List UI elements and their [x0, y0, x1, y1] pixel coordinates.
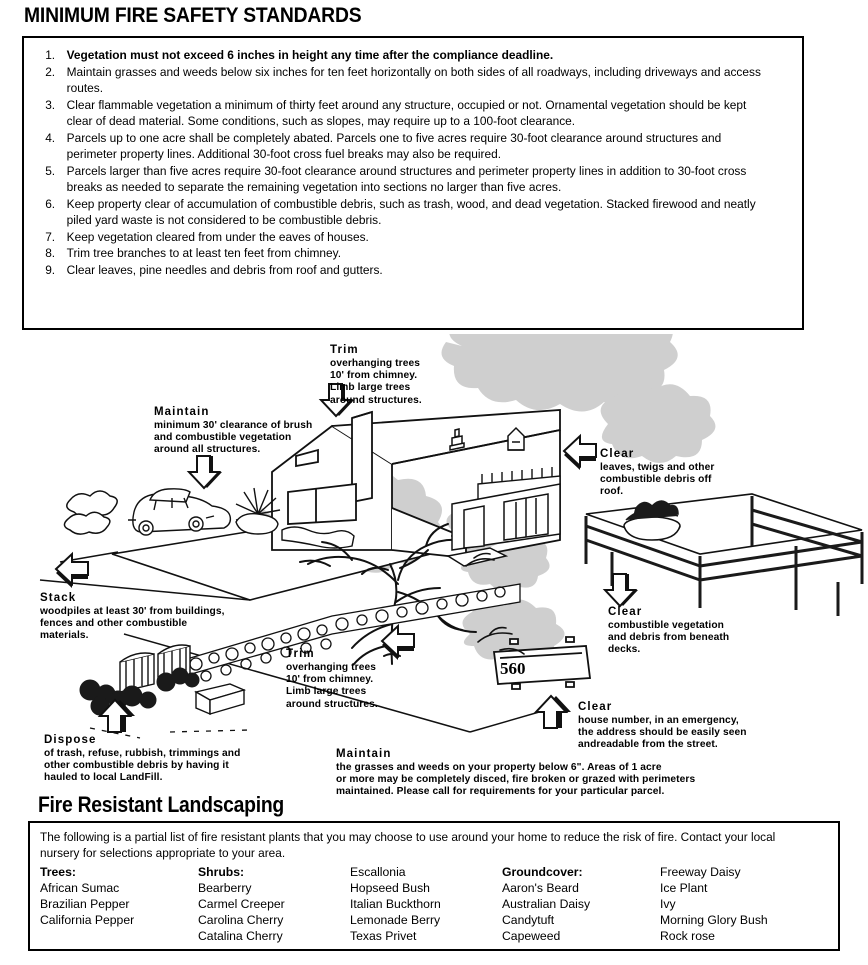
list-item-number: 7. [45, 229, 56, 244]
standards-box [22, 36, 804, 330]
callout-maintain-bottom [336, 748, 695, 799]
plant-columns [40, 865, 828, 945]
plant-item: Italian Buckthorn [350, 897, 441, 912]
callout-clear-house-number [578, 701, 747, 752]
callout-heading: Stack [40, 592, 77, 604]
callout-body: overhanging trees 10' from chimney. Limb large trees around structures. [286, 661, 378, 710]
plant-item: Catalina Cherry [198, 929, 283, 944]
arrow-up-icon [536, 696, 571, 728]
list-item-text: Maintain grasses and weeds below six inches for ten feet horizontally on both sides of all roadways, including driveways and access routes. [66, 64, 761, 95]
list-item-text: Keep property clear of accumulation of combustible debris, such as trash, wood, and dead vegetation. Stacked firewood and neatly piled yard waste is not considered to be combustible debris. [66, 196, 756, 227]
arrow-left-icon [56, 554, 88, 588]
plant-item: Morning Glory Bush [660, 913, 768, 928]
plant-item: Candytuft [502, 913, 555, 928]
plant-item: Aaron's Beard [502, 881, 579, 896]
callout-trim-middle [286, 648, 378, 711]
arrow-down-icon [189, 456, 222, 488]
plant-item: Capeweed [502, 929, 561, 944]
plant-item: Escallonia [350, 865, 406, 880]
plant-column-header: Trees: [40, 865, 76, 880]
callout-heading: Clear [608, 606, 643, 618]
callout-heading: Trim [330, 344, 359, 356]
plant-item: Ice Plant [660, 881, 708, 896]
debris-box [196, 684, 244, 714]
list-item [34, 47, 762, 64]
callout-heading: Trim [286, 648, 315, 660]
callout-body: house number, in an emergency, the address should be easily seen andreadable from the street. [578, 714, 747, 751]
plant-item: Bearberry [198, 881, 252, 896]
plant-column-shrubs [198, 865, 350, 945]
callout-maintain-left [154, 406, 312, 457]
callout-body: minimum 30' clearance of brush and combustible vegetation around all structures. [154, 419, 313, 456]
callout-body: the grasses and weeds on your property below 6". Areas of 1 acre or more may be completely disced, fire broken or grazed with perimeters maintained. Please call for requirements for your particular parcel. [336, 761, 696, 798]
plant-item: Freeway Daisy [660, 865, 741, 880]
callout-heading: Maintain [336, 748, 392, 760]
list-item-text: Keep vegetation cleared from under the eaves of houses. [66, 229, 369, 244]
list-item [34, 196, 762, 229]
callout-heading: Clear [578, 701, 613, 713]
callout-clear-deck [608, 606, 729, 657]
plant-item: Carmel Creeper [198, 897, 285, 912]
landscaping-title: Fire Resistant Landscaping [38, 792, 284, 817]
barbecue [624, 501, 680, 540]
plant-column-header: Shrubs: [198, 865, 245, 880]
plant-column-groundcover-continued [660, 865, 820, 945]
list-item-number: 1. [45, 48, 56, 62]
landscaping-intro-line: The following is a partial list of fire resistant plants that you may choose to use around your home to reduce the risk of fire. Contact your local [40, 830, 776, 844]
list-item [34, 64, 762, 97]
list-item-number: 2. [45, 64, 56, 79]
standards-list [24, 38, 802, 278]
callout-body: of trash, refuse, rubbish, trimmings and other combustible debris by having it hauled to local LandFill. [44, 747, 241, 784]
list-item-text: Parcels up to one acre shall be completely abated. Parcels one to five acres require 30-foot clearance around structures and perimeter property lines. Additional 30-foot cross fuel breaks may also be required. [66, 130, 722, 161]
callout-body: leaves, twigs and other combustible debris off roof. [600, 461, 715, 498]
defensible-space-illustration [0, 334, 868, 800]
list-item-number: 6. [45, 196, 56, 211]
callout-trim-top [330, 344, 422, 407]
callout-body: overhanging trees 10' from chimney. Limb large trees around structures. [330, 357, 422, 406]
landscaping-intro [40, 829, 804, 861]
plant-column-trees [40, 865, 198, 945]
landscaping-intro-line: nursery for selections appropriate to your area. [40, 846, 286, 861]
callout-body: woodpiles at least 30' from buildings, fences and other combustible materials. [40, 605, 225, 642]
page-title: MINIMUM FIRE SAFETY STANDARDS [24, 4, 362, 27]
callout-stack [40, 592, 225, 643]
list-item-number: 8. [45, 246, 56, 260]
roadside-shrubs [64, 491, 117, 534]
list-item-number: 9. [45, 262, 56, 277]
plant-item: Brazilian Pepper [40, 897, 130, 912]
callout-heading: Clear [600, 448, 635, 460]
plant-column-header: Groundcover: [502, 865, 583, 880]
list-item [34, 262, 762, 279]
plant-column-shrubs-continued [350, 865, 502, 945]
plant-item: Carolina Cherry [198, 913, 284, 928]
list-item-text: Clear leaves, pine needles and debris from roof and gutters. [66, 262, 383, 277]
house-number-text: 560 [500, 659, 526, 678]
plant-column-groundcover [502, 865, 660, 945]
list-item-text: Parcels larger than five acres require 30-foot clearance around structures and perimeter property lines in addition to 30-foot cross breaks as needed to separate the remaining vegetation into sections no larger than five acres. [66, 163, 747, 194]
callout-clear-roof [600, 448, 714, 499]
list-item-number: 3. [45, 97, 56, 112]
callout-heading: Maintain [154, 406, 210, 418]
plant-item: California Pepper [40, 913, 135, 928]
list-item [34, 229, 762, 246]
plant-item: African Sumac [40, 881, 120, 896]
list-item-number: 5. [45, 163, 56, 178]
list-item [34, 163, 762, 196]
list-item-number: 4. [45, 130, 56, 145]
arrow-left-icon [564, 436, 596, 470]
list-item [34, 245, 762, 262]
landscaping-box [28, 821, 840, 951]
plant-item: Hopseed Bush [350, 881, 430, 896]
plant-item: Lemonade Berry [350, 913, 441, 928]
plant-item: Texas Privet [350, 929, 417, 944]
callout-heading: Dispose [44, 734, 97, 746]
callout-dispose [44, 734, 240, 785]
plant-item: Rock rose [660, 929, 715, 944]
list-item-text: Vegetation must not exceed 6 inches in height any time after the compliance deadline. [66, 48, 554, 62]
callout-body: combustible vegetation and debris from beneath decks. [608, 619, 730, 656]
arrow-down-icon [605, 574, 638, 606]
list-item-text: Trim tree branches to at least ten feet from chimney. [66, 246, 342, 260]
list-item [34, 130, 762, 163]
plant-item: Ivy [660, 897, 676, 912]
list-item [34, 97, 762, 130]
car [128, 489, 230, 535]
list-item-text: Clear flammable vegetation a minimum of thirty feet around any structure, occupied or not. Ornamental vegetation should be kept clear of dead material. Some conditions, such as slopes, may require up to a 100-foot clearance. [66, 97, 747, 128]
plant-item: Australian Daisy [502, 897, 591, 912]
